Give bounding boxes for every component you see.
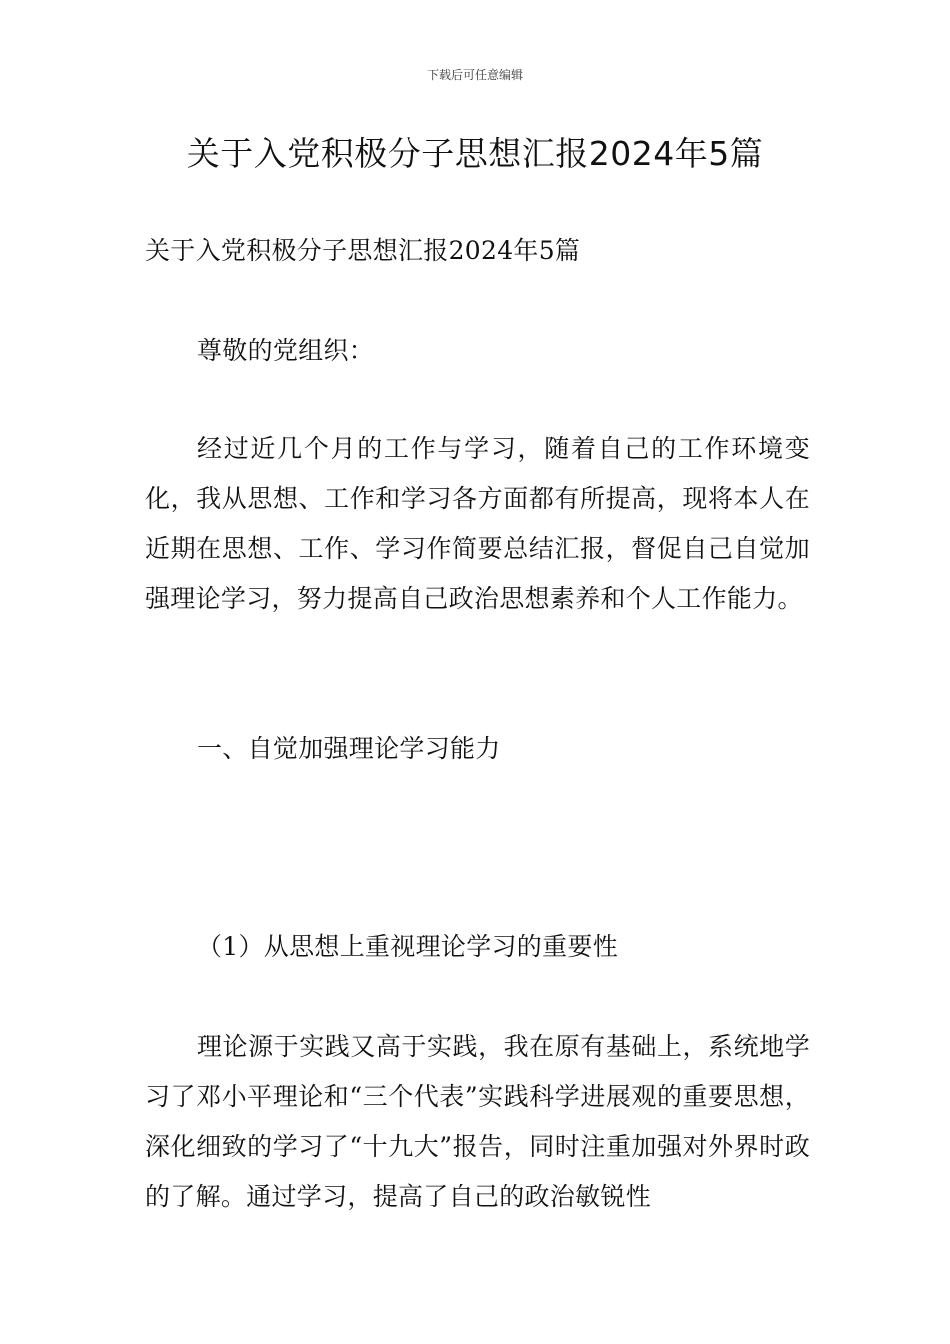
greeting: 尊敬的党组织： — [197, 336, 375, 365]
body-paragraph: 理论源于实践又高于实践，我在原有基础上，系统地学习了邓小平理论和“三个代表”实践科学进展观的重要思想，深化细致的学习了“十九大”报告，同时注重加强对外界时政的了解。通过学习，提高了自己的政治敏锐性 — [145, 1032, 810, 1211]
section-heading: 一、自觉加强理论学习能力 — [197, 734, 501, 763]
body-paragraph: 经过近几个月的工作与学习，随着自己的工作环境变化，我从思想、工作和学习各方面都有所提高，现将本人在近期在思想、工作、学习作简要总结汇报，督促自己自觉加强理论学习，努力提高自己政治思想素养和个人工作能力。 — [145, 434, 810, 613]
document-title: 关于入党积极分子思想汇报2024年5篇 — [186, 134, 764, 173]
document-subtitle: 关于入党积极分子思想汇报2024年5篇 — [145, 236, 581, 265]
subsection-heading: （1）从思想上重视理论学习的重要性 — [197, 932, 619, 961]
download-note: 下载后可任意编辑 — [426, 68, 523, 82]
